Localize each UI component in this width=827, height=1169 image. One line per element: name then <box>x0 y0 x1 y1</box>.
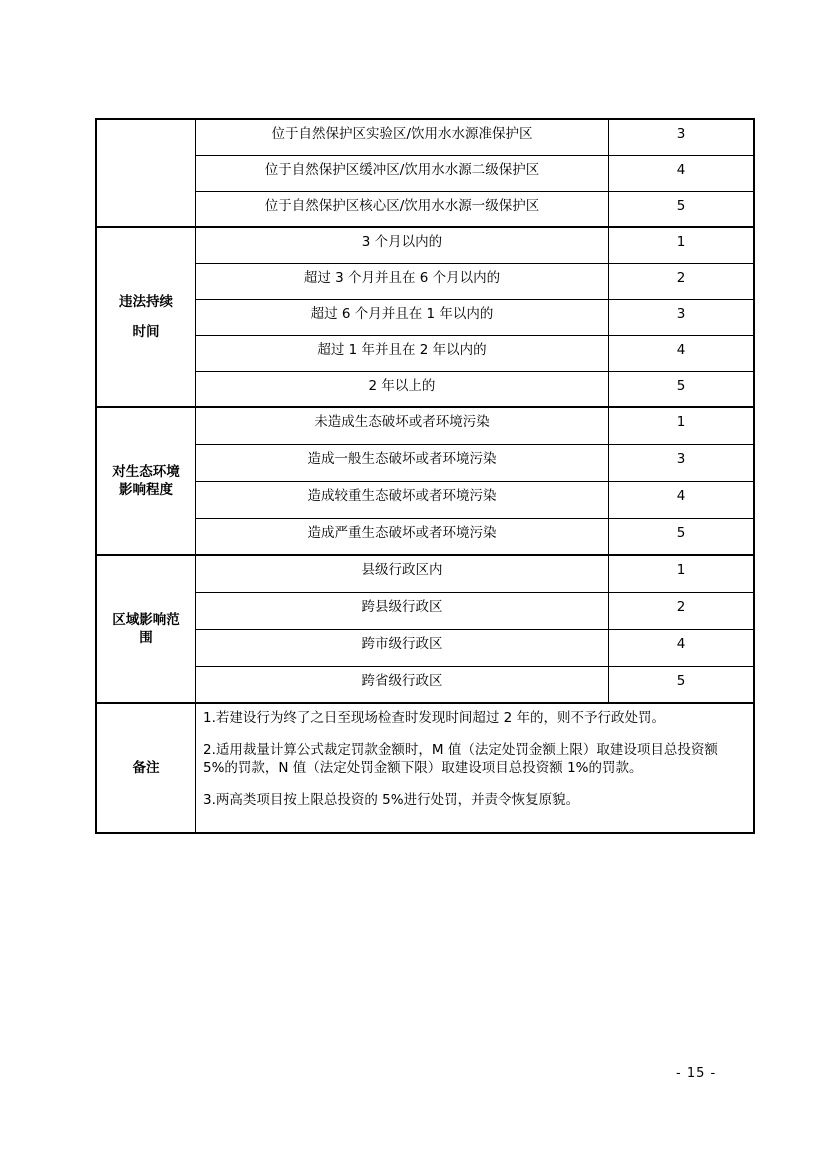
penalty-score-table <box>95 118 755 834</box>
category-label-line: 时间 <box>132 324 160 340</box>
criterion-cell: 造成严重生态破坏或者环境污染 <box>196 518 609 555</box>
table-row <box>96 227 754 263</box>
note-item: 2.适用裁量计算公式裁定罚款金额时，M 值（法定处罚金额上限）取建设项目总投资额 5%的罚款，N 值（法定处罚金额下限）取建设项目总投资额 1%的罚款。 <box>203 742 718 776</box>
score-cell: 2 <box>609 592 755 629</box>
page-number: - 15 - <box>676 1066 717 1081</box>
table-row <box>96 155 754 191</box>
table-row <box>96 407 754 444</box>
criterion-cell: 超过 6 个月并且在 1 年以内的 <box>196 299 609 335</box>
criterion-cell: 造成较重生态破坏或者环境污染 <box>196 481 609 518</box>
table-row <box>96 629 754 666</box>
criterion-cell: 位于自然保护区核心区/饮用水水源一级保护区 <box>196 191 609 227</box>
category-label-line: 违法持续 <box>119 294 173 310</box>
table-row <box>96 592 754 629</box>
table-row <box>96 119 754 155</box>
criterion-cell: 跨省级行政区 <box>196 666 609 703</box>
criterion-cell: 超过 3 个月并且在 6 个月以内的 <box>196 263 609 299</box>
category-cell-empty <box>96 119 196 227</box>
score-cell: 1 <box>609 227 755 263</box>
score-cell: 5 <box>609 371 755 407</box>
table-row <box>96 444 754 481</box>
category-label-line: 影响程度 <box>119 482 173 498</box>
score-cell: 3 <box>609 444 755 481</box>
criterion-cell: 3 个月以内的 <box>196 227 609 263</box>
criterion-cell: 超过 1 年并且在 2 年以内的 <box>196 335 609 371</box>
note-item: 3.两高类项目按上限总投资的 5%进行处罚，并责令恢复原貌。 <box>203 792 580 808</box>
table-row-notes <box>96 703 754 833</box>
score-cell: 4 <box>609 335 755 371</box>
score-cell: 4 <box>609 629 755 666</box>
category-label-line: 区域影响范 <box>112 612 180 628</box>
category-cell-region <box>96 555 196 703</box>
category-label-line: 围 <box>139 630 153 646</box>
category-label-line: 对生态环境 <box>112 464 180 480</box>
criterion-cell: 县级行政区内 <box>196 555 609 592</box>
table-row <box>96 666 754 703</box>
criterion-cell: 跨县级行政区 <box>196 592 609 629</box>
score-cell: 2 <box>609 263 755 299</box>
criterion-cell: 位于自然保护区实验区/饮用水水源准保护区 <box>196 119 609 155</box>
notes-cell <box>196 703 755 833</box>
criterion-cell: 跨市级行政区 <box>196 629 609 666</box>
note-item: 1.若建设行为终了之日至现场检查时发现时间超过 2 年的，则不予行政处罚。 <box>203 710 666 726</box>
score-cell: 5 <box>609 191 755 227</box>
criterion-cell: 2 年以上的 <box>196 371 609 407</box>
table-row <box>96 191 754 227</box>
score-cell: 4 <box>609 481 755 518</box>
table-row <box>96 518 754 555</box>
score-cell: 4 <box>609 155 755 191</box>
score-cell: 1 <box>609 555 755 592</box>
table-row <box>96 263 754 299</box>
criterion-cell: 位于自然保护区缓冲区/饮用水水源二级保护区 <box>196 155 609 191</box>
table-row <box>96 299 754 335</box>
table-row <box>96 371 754 407</box>
table-row <box>96 555 754 592</box>
score-cell: 1 <box>609 407 755 444</box>
table-row <box>96 481 754 518</box>
criterion-cell: 未造成生态破坏或者环境污染 <box>196 407 609 444</box>
score-cell: 5 <box>609 518 755 555</box>
score-cell: 3 <box>609 119 755 155</box>
criterion-cell: 造成一般生态破坏或者环境污染 <box>196 444 609 481</box>
category-cell-duration <box>96 227 196 407</box>
category-cell-impact <box>96 407 196 555</box>
score-cell: 3 <box>609 299 755 335</box>
score-cell: 5 <box>609 666 755 703</box>
table-row <box>96 335 754 371</box>
category-cell-notes: 备注 <box>96 703 196 833</box>
